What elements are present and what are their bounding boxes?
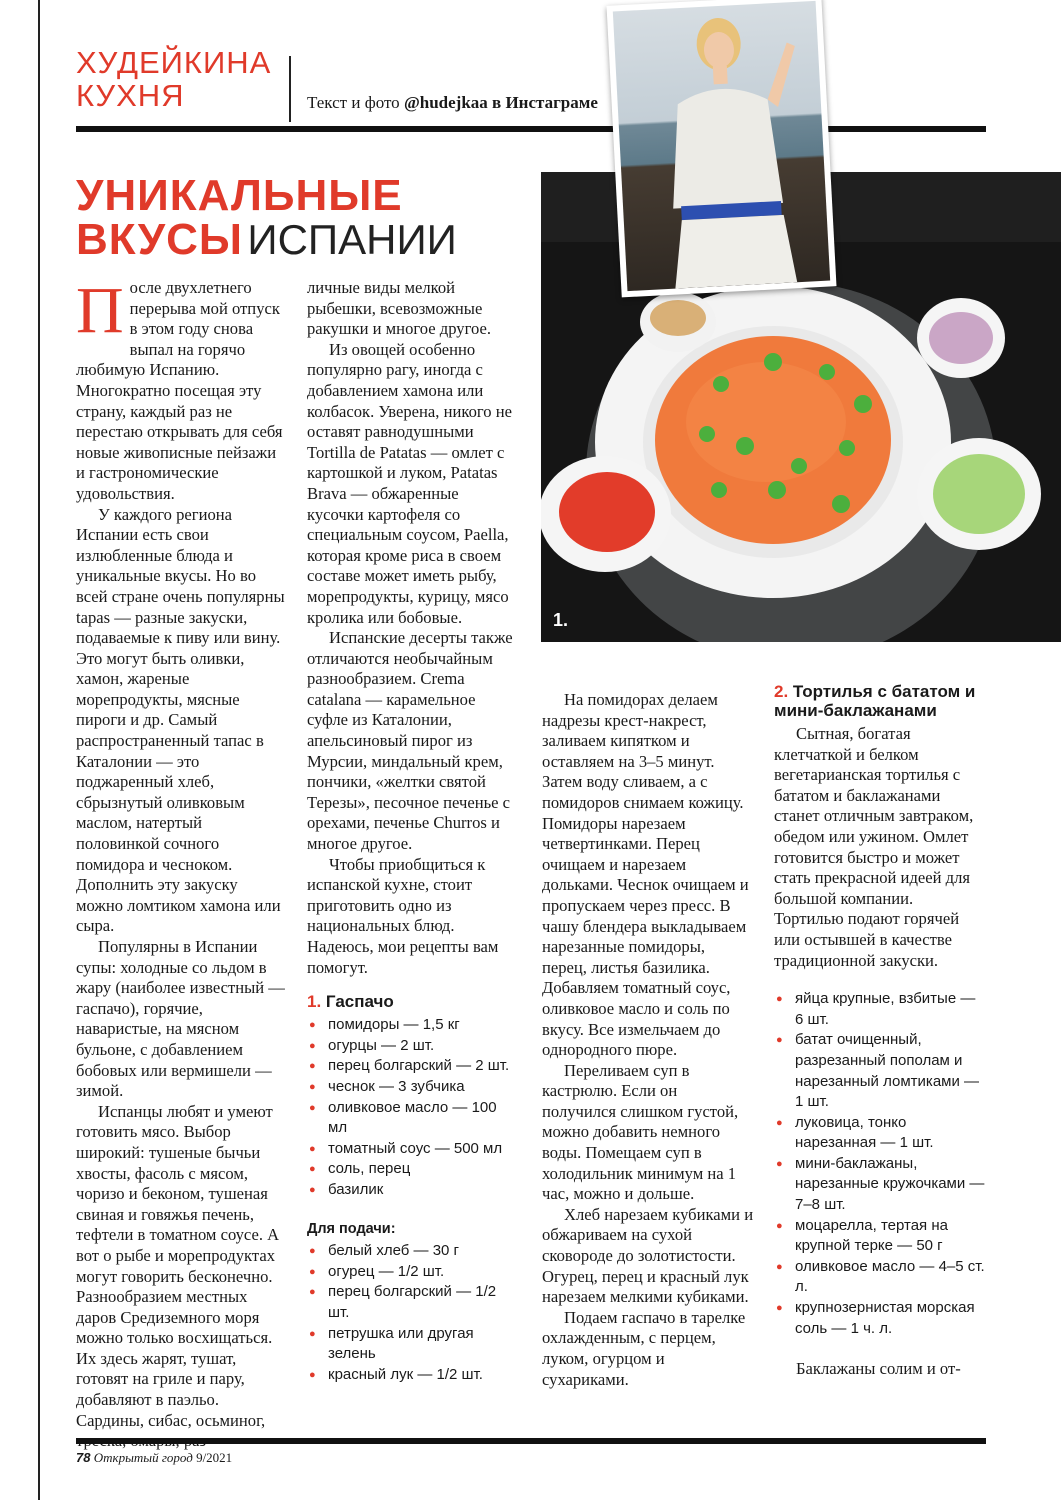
left-margin-rule — [38, 0, 40, 1500]
column-4 — [774, 672, 986, 1380]
author-photo — [607, 0, 837, 297]
paragraph-desserts: Испанские десерты также отличаются необычайным разнообразием. Crema catalana — карамельное суфле из Каталонии, апельсиновый пирог из Мурсии, миндальный крем, пончики, «желтки святой Терезы», песочное печенье с орехами, печенье Churros и многое другое. — [307, 628, 513, 854]
serving-heading: Для подачи: — [307, 1220, 396, 1237]
column-2 — [307, 278, 519, 1385]
recipe-1-number: 1. — [307, 992, 322, 1012]
rubric-title — [76, 46, 271, 112]
recipe-2-ingredients — [774, 989, 986, 1339]
serving-ingredients — [307, 1241, 519, 1385]
serving-item: ● белый хлеб — 30 г — [307, 1241, 519, 1262]
serving-item: ● петрушка или другая зелень — [307, 1324, 519, 1365]
headline-dark-word: ИСПАНИИ — [247, 216, 457, 263]
author-credit — [307, 93, 598, 113]
credit-handle: @hudejkaa в Инстаграме — [403, 93, 598, 112]
recipe-1-title: Гаспачо — [325, 992, 394, 1012]
paragraph-vegetables: Из овощей особенно популярно рагу, иногда с добавлением хамона или колбасок. Уверена, никого не оставят равнодушными Tortilla de Patatas — омлет с картошкой и луком, Patatas Brava — обжаренные кусочки картофеля со специальным соусом, Paella, которая кроме риса в своем составе может иметь рыбу, морепродукты, курицу, мясо кролика или бобовые. — [307, 339, 512, 627]
paragraph-recipes-intro: Чтобы приобщиться к испанской кухне, стоит приготовить одно из национальных блюд. Надеюсь, мои рецепты вам помогут. — [307, 854, 499, 977]
tortilla-intro: Сытная, богатая клетчаткой и белком вегетарианская тортилья с бататом и баклажанами станет отличным завтраком, обедом или ужином. Омлет готовится быстро и может стать прекрасной идеей для большой компании. Тортилью подают горячей или остывшей в качестве традиционной закуски. — [774, 724, 974, 970]
rubric-separator — [289, 56, 291, 122]
header-rule — [76, 126, 986, 132]
ingredient-item: ● помидоры — 1,5 кг — [307, 1015, 519, 1036]
ingredient-item: ● моцарелла, тертая на крупной терке — 50 г — [774, 1216, 986, 1257]
recipe-1-ingredients — [307, 1015, 519, 1200]
serving-item: ● красный лук — 1/2 шт. — [307, 1365, 519, 1386]
ingredient-item: ● огурцы — 2 шт. — [307, 1036, 519, 1057]
recipe-2-number: 2. — [774, 682, 789, 701]
article-headline — [76, 171, 457, 272]
issue-number: 9/2021 — [196, 1450, 233, 1465]
drop-cap: П — [76, 274, 124, 347]
credit-prefix: Текст и фото — [307, 93, 404, 112]
paragraph-soups: Популярны в Испании супы: холодные со льдом в жару (наиболее известный — гаспачо), горячие, наваристые, на мясном бульоне, с добавлением бобовых или вермишели — зимой. — [76, 937, 285, 1101]
serving-item: ● огурец — 1/2 шт. — [307, 1262, 519, 1283]
ingredient-item: ● батат очищенный, разрезанный пополам и нарезанный ломтиками — 1 шт. — [774, 1030, 986, 1112]
page-footer — [76, 1450, 232, 1466]
gazpacho-step-2: Переливаем суп в кастрюлю. Если он получился слишком густой, можно добавить немного воды. Помещаем суп в холодильник минимум на 1 час, можно и дольше. — [542, 1060, 739, 1204]
column-1 — [76, 274, 286, 1452]
intro-text: осле двухлетнего перерыва мой отпуск в этом году снова выпал на горячо любимую Испанию. Многократно посещая эту страну, каждый раз не перестаю открывать для себя новые живописные пейзажи и гастрономические удовольствия. — [76, 278, 283, 503]
gazpacho-step-3: Хлеб нарезаем кубиками и обжариваем на сухой сковороде до золотистости. Огурец, перец и красный лук нарезаем мелкими кубиками. — [542, 1204, 754, 1307]
recipe-2-title: Тортилья с бататом и мини-баклажанами — [774, 682, 976, 720]
author-photo-image — [613, 1, 830, 291]
headline-red-word: ВКУСЫ — [76, 215, 243, 264]
column-3 — [542, 690, 754, 1390]
ingredient-item: ● чеснок — 3 зубчика — [307, 1077, 519, 1098]
rubric-line-2: КУХНЯ — [76, 78, 185, 113]
headline-line-1: УНИКАЛЬНЫЕ — [76, 171, 403, 220]
ingredient-item: ● оливковое масло — 100 мл — [307, 1098, 519, 1139]
recipe-1-heading — [307, 992, 519, 1011]
intro-paragraph — [76, 274, 286, 505]
serving-item: ● перец болгарский — 1/2 шт. — [307, 1282, 519, 1323]
paragraph-meat: Испанцы любят и умеют готовить мясо. Выбор широкий: тушеные бычьи хвосты, фасоль с мясом, чоризо и беконом, тушеная свиная и говяжья печень, тефтели в томатном соусе. А вот о рыбе и морепродуктах могут говорить бесконечно. Разнообразием местных даров Средиземного моря можно только восхищаться. Их здесь жарят, тушат, готовят на гриле и пару, добавляют в паэльо. Сардины, сибас, осьминог, — [76, 1101, 280, 1430]
ingredient-item: ● яйца крупные, взбитые — 6 шт. — [774, 989, 986, 1030]
ingredient-item: ● перец болгарский — 2 шт. — [307, 1056, 519, 1077]
paragraph-fish-cont: личные виды мелкой рыбешки, всевозможные ракушки и многое другое. — [307, 278, 491, 339]
ingredient-item: ● оливковое масло — 4–5 ст. л. — [774, 1257, 986, 1298]
page-number: 78 — [76, 1450, 91, 1465]
ingredient-item: ● соль, перец — [307, 1159, 519, 1180]
photo-number-label: 1. — [553, 610, 569, 630]
ingredient-item: ● крупнозернистая морская соль — 1 ч. л. — [774, 1298, 986, 1339]
ingredient-item: ● мини-баклажаны, нарезанные кружочками — 7–8 шт. — [774, 1154, 986, 1216]
footer-rule — [76, 1438, 986, 1444]
paragraph-regions: У каждого региона Испании есть свои излюбленные блюда и уникальные вкусы. Но во всей стране очень популярны tapas — разные закуски, подаваемые к пиву или вину. Это могут быть оливки, хамон, жареные морепродукты, мясные пироги и др. Самый распространенный тапас в Каталонии — это поджаренный хлеб, сбрызнутый оливковым маслом, натертый половинкой сочного помидора и чесноком. Дополнить эту закуску можно ломтиком хамона или сыра. — [76, 504, 285, 936]
gazpacho-step-4: Подаем гаспачо в тарелке охлажденным, с перцем, луком, огурцом и сухариками. — [542, 1307, 746, 1389]
rubric-line-1: ХУДЕЙКИНА — [76, 45, 272, 80]
gazpacho-step-1: На помидорах делаем надрезы крест-накрест, заливаем кипятком и оставляем на 3–5 минут. Затем воду сливаем, а с помидоров снимаем кожицу. Помидоры нарезаем четвертинками. Перец очищаем и нарезаем дольками. Чеснок очищаем и пропускаем через пресс. В чашу блендера выкладываем нарезанные помидоры, перец, листья базилика. Добавляем томатный соус, оливковое масло и соль по вкусу. Все измельчаем до однородного пюре. — [542, 690, 749, 1060]
ingredient-item: ● томатный соус — 500 мл — [307, 1139, 519, 1160]
recipe-2-heading — [774, 682, 986, 720]
tortilla-step-1: Баклажаны солим и от- — [796, 1359, 961, 1379]
magazine-name: Открытый город — [93, 1450, 193, 1465]
ingredient-item: ● базилик — [307, 1180, 519, 1201]
ingredient-item: ● луковица, тонко нарезанная — 1 шт. — [774, 1113, 986, 1154]
